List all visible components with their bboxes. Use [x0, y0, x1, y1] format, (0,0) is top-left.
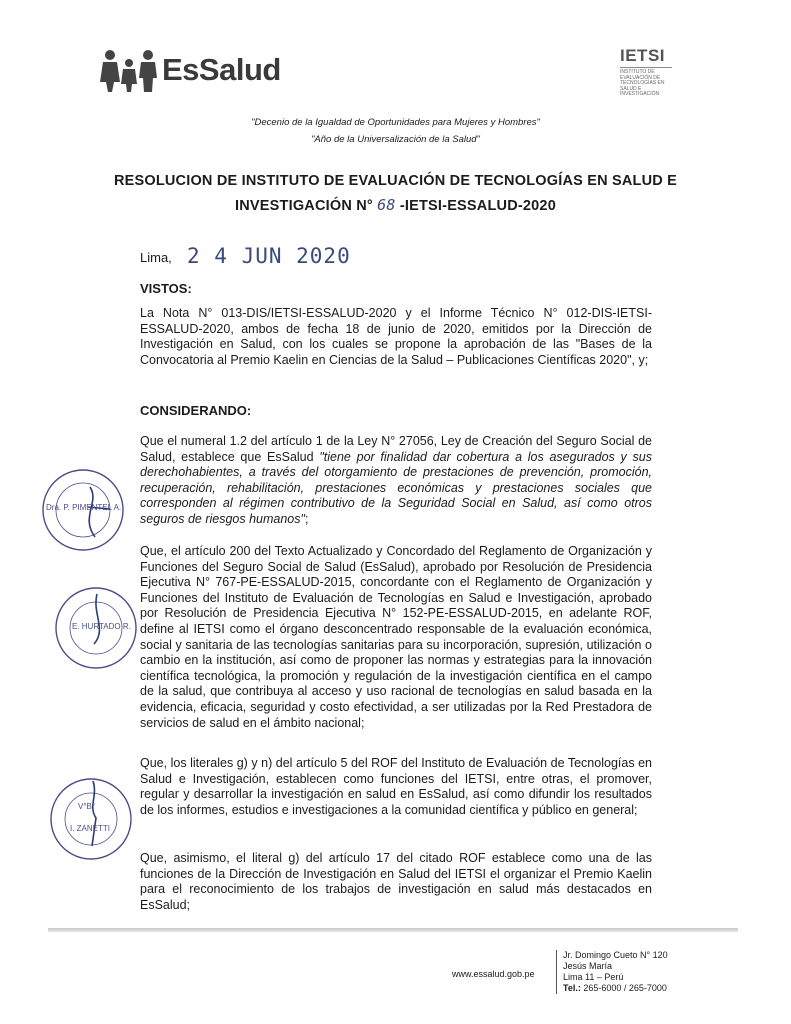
- phone-label: Tel.:: [563, 983, 581, 993]
- footer-address: [556, 950, 668, 994]
- address-line-2: Jesús María: [563, 961, 613, 971]
- considerando-paragraph-3: Que, los literales g) y n) del artículo 5 del ROF del Instituto de Evaluación de Tecnologías en Salud e Investigación, establecen como funciones del IETSI, entre otras, el promover, regular y desarrollar la investigación en salud en EsSalud, así como difundir los resultados de los informes, estudios e investigaciones a la comunidad científica y público en general;: [140, 756, 652, 817]
- considerando-paragraph-4: Que, asimismo, el literal g) del artículo 17 del citado ROF establece como una de las funciones de la Dirección de Investigación en Salud del IETSI el organizar el Premio Kaelin para el reconocimiento de los trabajos de investigación en salud más destacados en EsSalud;: [140, 851, 652, 912]
- phone-number: 265-6000 / 265-7000: [583, 983, 667, 993]
- footer-divider: [48, 928, 738, 932]
- address-phone: [563, 983, 668, 994]
- p1-end: ;: [304, 511, 309, 526]
- ietsi-logo: [620, 46, 690, 101]
- approval-stamp-3: [48, 776, 134, 862]
- stamp-1-name: Dra. P. PIMENTEL A.: [46, 503, 122, 512]
- essalud-logo: [100, 44, 290, 94]
- address-line-1: Jr. Domingo Cueto N° 120: [563, 950, 668, 960]
- p1-text: Que el numeral 1.2 del artículo 1 de la Ley N° 27056, Ley de Creación del Seguro Social de Salud, establece que EsSalud: [140, 434, 652, 464]
- stamp-3-name: I. ZANETTI: [70, 824, 110, 833]
- stamp-2-name: E. HURTADO R.: [72, 622, 131, 631]
- date-place: Lima,: [140, 250, 172, 265]
- title-suffix: -IETSI-ESSALUD-2020: [399, 198, 556, 214]
- vistos-paragraph: La Nota N° 013-DIS/IETSI-ESSALUD-2020 y el Informe Técnico N° 012-DIS-IETSI-ESSALUD-2020, ambos de fecha 18 de junio de 2020, emitidos por la Dirección de Investigación en Salud, con los cuales se propone la aprobación de las "Bases de la Convocatoria al Premio Kaelin en Ciencias de la Salud – Publicaciones Científicas 2020", y;: [140, 306, 652, 367]
- seal-ring-icon: [48, 776, 134, 862]
- ietsi-subtitle: INSTITUTO DE EVALUACIÓN DE TECNOLOGÍAS EN SALUD E INVESTIGACIÓN: [620, 69, 665, 97]
- considerando-paragraph-1: [140, 434, 652, 528]
- resolution-title-line1: RESOLUCION DE INSTITUTO DE EVALUACIÓN DE TECNOLOGÍAS EN SALUD E: [113, 173, 678, 189]
- approval-stamp-1: [40, 467, 126, 553]
- considerando-heading: CONSIDERANDO:: [140, 403, 252, 418]
- brand-name: EsSalud: [162, 52, 281, 87]
- ietsi-name: IETSI: [620, 46, 666, 65]
- stamp-3-vb: V°B°: [78, 802, 96, 811]
- motto-decade: "Decenio de la Igualdad de Oportunidades para Mujeres y Hombres": [251, 117, 540, 128]
- address-line-3: Lima 11 – Perú: [563, 972, 624, 982]
- considerando-paragraph-2: Que, el artículo 200 del Texto Actualizado y Concordado del Reglamento de Organización y Funciones del Seguro Social de Salud (EsSalud), aprobado por Resolución de Presidencia Ejecutiva N° 767-PE-ESSALUD-2015, concordante con el Reglamento de Organización y Funciones del Instituto de Evaluación de Tecnologías en Salud e Investigación, aprobado por Resolución de Presidencia Ejecutiva N° 152-PE-ESSALUD-2015, en adelante ROF, define al IETSI como el órgano desconcentrado responsable de la evaluación económica, social y sanitaria de las tecnologías sanitarias para su incorporación, supresión, utilización o cambio en la institución, así como de proponer las normas y estrategias para la innovación científica tecnológica, la promoción y regulación de la investigación científica en el campo de la salud, que contribuya al acceso y uso racional de tecnologías en salud basada en la evidencia, eficacia, seguridad y costo efectividad, a ser utilizadas por la Red Prestadora de servicios de salud en el ámbito nacional;: [140, 544, 652, 730]
- motto-year: "Año de la Universalización de la Salud": [311, 134, 480, 145]
- p1-quote: "tiene por finalidad dar cobertura a los asegurados y sus derechohabientes, a través del otorgamiento de prestaciones de prevención, promoción, recuperación, rehabilitación, prestaciones económicas y prestaciones sociales que corresponden al régimen contributivo de la Seguridad Social en Salud, así como otros seguros de riesgos humanos": [140, 449, 652, 526]
- title-prefix: INVESTIGACIÓN N°: [235, 198, 373, 214]
- approval-stamp-2: [52, 584, 140, 672]
- resolution-number: 68: [377, 196, 396, 214]
- family-logo-icon: [100, 48, 160, 92]
- date-stamp: 2 4 JUN 2020: [187, 244, 351, 268]
- resolution-title-line2: [0, 196, 791, 214]
- footer-website[interactable]: www.essalud.gob.pe: [452, 969, 535, 979]
- vistos-heading: VISTOS:: [140, 281, 192, 296]
